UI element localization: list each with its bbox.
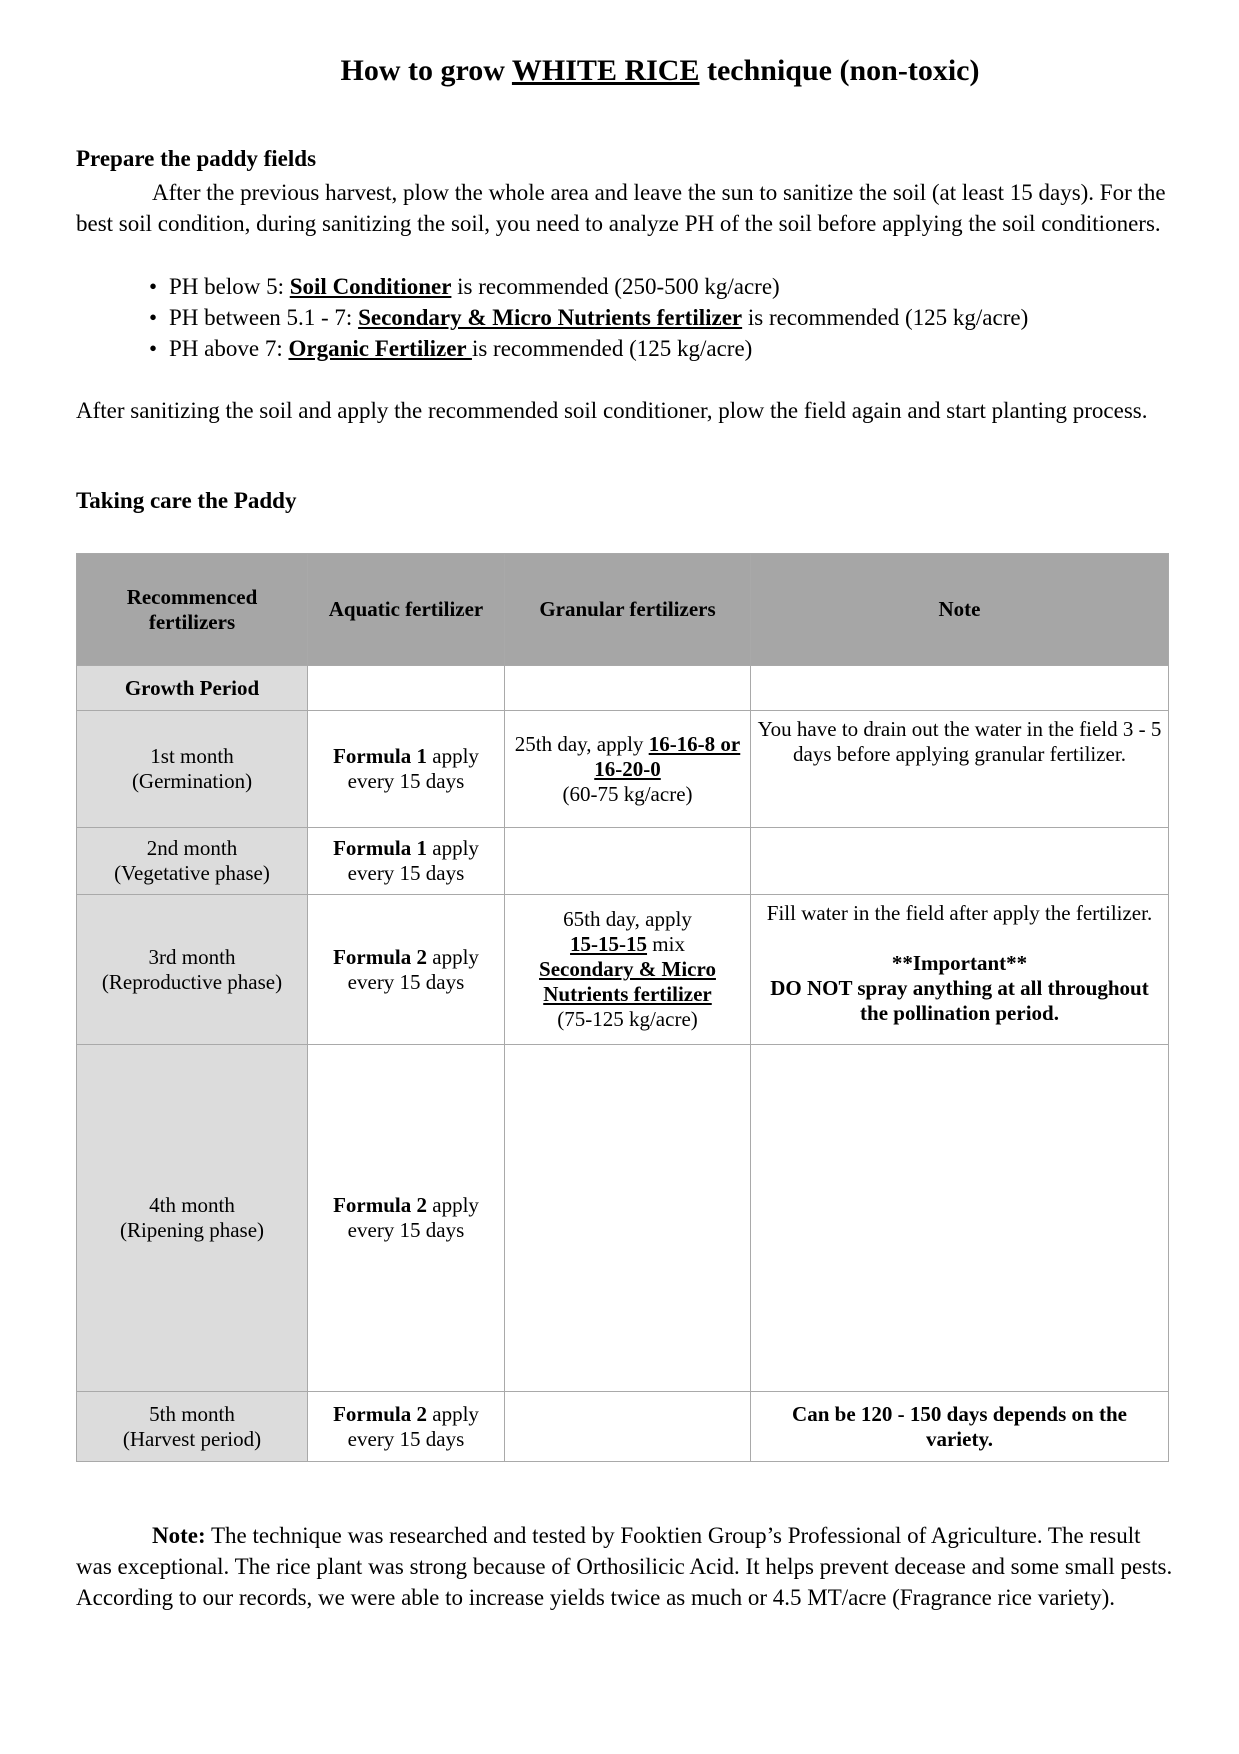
ph-bullet-list	[149, 271, 1049, 364]
header-aquatic: Aquatic fertilizer	[308, 554, 505, 666]
pollination-warning: DO NOT spray anything at all throughout the pollination period.	[770, 976, 1149, 1025]
period-cell: 4th month (Ripening phase)	[77, 1045, 308, 1392]
aquatic-cell: Formula 2 apply every 15 days	[308, 1392, 505, 1462]
note-cell: Fill water in the field after apply the fertilizer. **Important** DO NOT spray anything at all throughout the pollination period.	[751, 895, 1169, 1045]
table-row	[77, 711, 1169, 828]
ph-bullet-item: • PH below 5: Soil Conditioner is recommended (250-500 kg/acre)	[149, 274, 780, 299]
important-label: **Important**	[891, 951, 1028, 975]
care-heading: Taking care the Paddy	[76, 488, 297, 513]
aquatic-cell: Formula 2 apply every 15 days	[308, 1045, 505, 1392]
growth-period-label: Growth Period	[77, 666, 308, 711]
aquatic-cell: Formula 1 apply every 15 days	[308, 828, 505, 895]
document-title: How to grow WHITE RICE technique (non-toxic)	[340, 54, 980, 87]
table-row	[77, 666, 1169, 711]
table-row	[77, 1392, 1169, 1462]
product-name: Organic Fertilizer	[288, 336, 472, 361]
title-emphasis: WHITE RICE	[511, 54, 700, 87]
product-name: Soil Conditioner	[289, 274, 452, 299]
header-recommended: Recommenced fertilizers	[77, 554, 308, 666]
aquatic-cell: Formula 1 apply every 15 days	[308, 711, 505, 828]
period-cell: 5th month (Harvest period)	[77, 1392, 308, 1462]
header-granular: Granular fertilizers	[505, 554, 751, 666]
aquatic-cell: Formula 2 apply every 15 days	[308, 895, 505, 1045]
note-cell: You have to drain out the water in the field 3 - 5 days before applying granular fertilizer.	[751, 711, 1169, 828]
note-cell: Can be 120 - 150 days depends on the variety.	[751, 1392, 1169, 1462]
ph-bullet-item: • PH between 5.1 - 7: Secondary & Micro Nutrients fertilizer is recommended (125 kg/acre)	[149, 305, 1029, 330]
period-cell: 3rd month (Reproductive phase)	[77, 895, 308, 1045]
prepare-intro: After the previous harvest, plow the whole area and leave the sun to sanitize the soil (at least 15 days). For the best soil condition, during sanitizing the soil, you need to analyze PH of the soil before applying the soil conditioners.	[76, 180, 1166, 236]
prepare-outro: After sanitizing the soil and apply the recommended soil conditioner, plow the field again and start planting process.	[76, 398, 1148, 423]
table-row	[77, 895, 1169, 1045]
period-cell: 2nd month (Vegetative phase)	[77, 828, 308, 895]
table-header-row	[77, 554, 1169, 666]
table-row	[77, 1045, 1169, 1392]
fertilizer-schedule-table	[76, 553, 1169, 1462]
footer-note: Note: The technique was researched and tested by Fooktien Group’s Professional of Agriculture. The result was exceptional. The rice plant was strong because of Orthosilicic Acid. It helps prevent decease and some small pests. According to our records, we were able to increase yields twice as much or 4.5 MT/acre (Fragrance rice variety).	[76, 1523, 1173, 1610]
footer-note-label: Note:	[152, 1523, 206, 1548]
period-cell: 1st month (Germination)	[77, 711, 308, 828]
prepare-heading: Prepare the paddy fields	[76, 146, 317, 171]
ph-bullet-item: • PH above 7: Organic Fertilizer is recommended (125 kg/acre)	[149, 336, 753, 361]
table-row	[77, 828, 1169, 895]
granular-cell: 65th day, apply 15-15-15 mix Secondary & Micro Nutrients fertilizer (75-125 kg/acre)	[505, 895, 751, 1045]
granular-cell: 25th day, apply 16-16-8 or 16-20-0 (60-75 kg/acre)	[505, 711, 751, 828]
product-name: Secondary & Micro Nutrients fertilizer	[358, 305, 743, 330]
header-note: Note	[751, 554, 1169, 666]
